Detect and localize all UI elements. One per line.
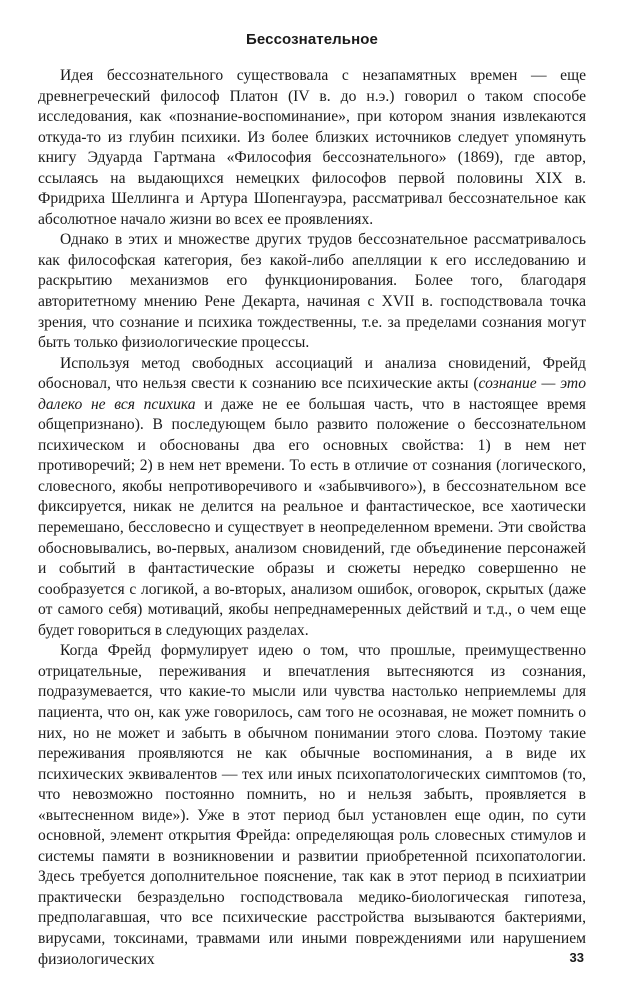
paragraph-1: Идея бессознательного существовала с незапамятных времен — еще древнегреческий философ Платон (IV в. до н.э.) говорил о таком способе исследования, как «познание-воспоминание», при котором знания извлекаются откуда-то из глубин психики. Из более близких источников следует упомянуть книгу Эдуарда Гартмана «Философия бессознательного» (1869), где автор, ссылаясь на выдающихся немецких философов первой половины XIX в. Фридриха Шеллинга и Артура Шопенгауэра, рассматривал бессознательное как абсолютное начало жизни во всех ее проявлениях. bbox=[38, 67, 586, 228]
paragraph-3-emphasis: сознание — это далеко не вся психика bbox=[38, 375, 586, 413]
paragraph-3-text-before: Используя метод свободных ассоциаций и анализа сновидений, Фрейд обосновал, что нельзя свести к сознанию все психические акты ( bbox=[38, 354, 586, 393]
paragraph-2: Однако в этих и множестве других трудов бессознательное рассматривалось как философская категория, без какой-либо апелляции к его исследованию и раскрытию механизмов его функционирования. Более того, благодаря авторитетному мнению Рене Декарта, начиная с XVII в. господствовала точка зрения, что сознание и психика тождественны, т.е. за пределами сознания могут быть только физиологические процессы. bbox=[38, 231, 586, 352]
section-title: Бессознательное bbox=[246, 31, 378, 48]
page-body bbox=[38, 30, 586, 970]
paragraph-4: Когда Фрейд формулирует идею о том, что прошлые, преимущественно отрицательные, переживания и впечатления вытесняются из сознания, подразумевается, что какие-то мысли или чувства настолько неприемлемы для пациента, что он, как уже говорилось, сам того не осознавая, не может помнить о них, но не может и забыть в обычном понимании этого слова. Поэтому такие переживания проявляются не как обычные воспоминания, а в виде их психических эквивалентов — тех или иных психопатологических симптомов (то, что невозможно постоянно помнить, но и нельзя забыть, проявляется в «вытесненном виде»). Уже в этот период был установлен еще один, по сути основной, элемент открытия Фрейда: определяющая роль словесных стимулов и системы памяти в возникновении и развитии приобретенной психопатологии. Здесь требуется дополнительное пояснение, так как в этот период в психиатрии практически безраздельно господствовала медико-биологическая гипотеза, предполагавшая, что все психические расстройства вызываются бактериями, вирусами, токсинами, травмами или иными повреждениями или нарушением физиологических bbox=[38, 642, 586, 968]
page-number: 33 bbox=[569, 950, 584, 965]
paragraph-3-text-after: и даже не ее большая часть, что в настоящее время общепризнано). В последующем было развито положение о бессознательном психическом и обоснованы два его основных свойства: 1) в нем нет противоречий; 2) в нем нет времени. То есть в отличие от сознания (логического, словесного, якобы непротиворечивого и «забывчивого»), в бессознательном все фиксируется, никак не делится на реальное и фантастическое, все хаотически перемешано, бессловесно и существует в неопределенном времени. Эти свойства обосновывались, во-первых, анализом сновидений, где объединение персонажей и событий в фантастические образы и сюжеты нередко совершенно не сообразуется с логикой, а во-вторых, анализом ошибок, оговорок, скрытых (даже от самого себя) мотиваций, якобы непреднамеренных действий и т.д., о чем еще будет говориться в следующих разделах. bbox=[38, 395, 586, 639]
paragraph-3 bbox=[38, 354, 586, 642]
